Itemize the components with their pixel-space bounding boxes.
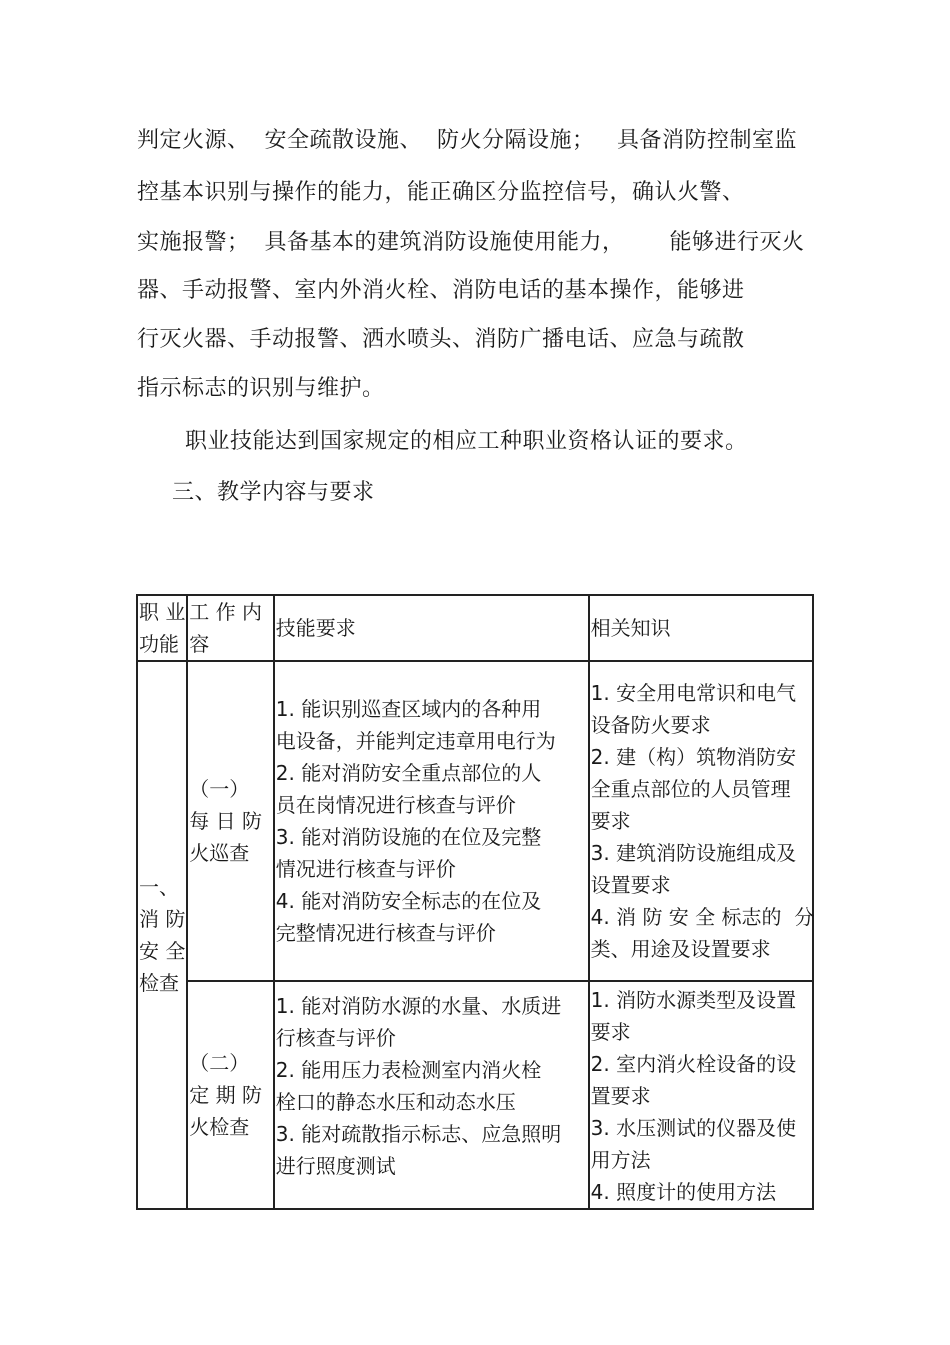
skills-cell xyxy=(274,661,589,981)
header-function xyxy=(137,595,187,661)
header-work-line: 工 作 内 xyxy=(189,600,263,624)
skill-line: 员在岗情况进行核查与评价 xyxy=(275,793,516,817)
header-function-line: 职 业 xyxy=(139,600,186,624)
knowledge-line: 4. 照度计的使用方法 xyxy=(590,1180,777,1204)
skill-line: 完整情况进行核查与评价 xyxy=(275,921,496,945)
table-header-row xyxy=(137,595,813,661)
knowledge-line: 设置要求 xyxy=(590,873,671,897)
function-cell xyxy=(137,661,187,1209)
knowledge-line: 用方法 xyxy=(590,1148,651,1172)
work-cell xyxy=(187,981,274,1209)
knowledge-line: 全重点部位的人员管理 xyxy=(590,777,791,801)
knowledge-line: 3. 水压测试的仪器及使 xyxy=(590,1116,797,1140)
skill-line: 行核查与评价 xyxy=(275,1026,396,1050)
work-line: 每 日 防 xyxy=(189,809,263,833)
knowledge-line: 类、用途及设置要求 xyxy=(590,937,771,961)
header-skills: 技能要求 xyxy=(274,595,589,661)
work-line: 定 期 防 xyxy=(189,1083,263,1107)
skill-line: 电设备，并能判定违章用电行为 xyxy=(275,729,556,753)
knowledge-line: 置要求 xyxy=(590,1084,651,1108)
skill-line: 栓口的静态水压和动态水压 xyxy=(275,1090,516,1114)
knowledge-line: 1. 消防水源类型及设置 xyxy=(590,988,797,1012)
skill-line: 3. 能对疏散指示标志、应急照明 xyxy=(275,1122,562,1146)
work-cell xyxy=(187,661,274,981)
header-knowledge: 相关知识 xyxy=(589,595,813,661)
paragraph-line: 判定火源、 安全疏散设施、 防火分隔设施； 具备消防控制室监 xyxy=(137,128,797,153)
header-function-line: 功能 xyxy=(139,632,179,656)
skill-line: 2. 能对消防安全重点部位的人 xyxy=(275,761,542,785)
table-row xyxy=(137,981,813,1209)
work-line: 火检查 xyxy=(189,1115,250,1139)
knowledge-cell xyxy=(589,661,813,981)
table-row xyxy=(137,661,813,981)
skill-line: 1. 能识别巡查区域内的各种用 xyxy=(275,697,542,721)
skill-line: 4. 能对消防安全标志的在位及 xyxy=(275,889,542,913)
knowledge-line: 设备防火要求 xyxy=(590,713,711,737)
header-work xyxy=(187,595,274,661)
work-line: （一） xyxy=(189,777,250,801)
skill-line: 2. 能用压力表检测室内消火栓 xyxy=(275,1058,542,1082)
knowledge-cell xyxy=(589,981,813,1209)
skills-cell xyxy=(274,981,589,1209)
paragraph-line: 指示标志的识别与维护。 xyxy=(137,376,385,401)
skill-line: 情况进行核查与评价 xyxy=(275,857,456,881)
work-line: （二） xyxy=(189,1051,250,1075)
knowledge-line: 2. 室内消火栓设备的设 xyxy=(590,1052,797,1076)
skill-line: 进行照度测试 xyxy=(275,1154,396,1178)
function-line: 检查 xyxy=(139,971,179,995)
paragraph-line: 器、手动报警、室内外消火栓、消防电话的基本操作，能够进 xyxy=(137,278,745,303)
section-heading: 三、教学内容与要求 xyxy=(172,480,375,505)
knowledge-line: 2. 建（构）筑物消防安 xyxy=(590,745,797,769)
qualification-paragraph: 职业技能达到国家规定的相应工种职业资格认证的要求。 xyxy=(185,429,748,454)
knowledge-line: 3. 建筑消防设施组成及 xyxy=(590,841,797,865)
paragraph-line: 控基本识别与操作的能力，能正确区分监控信号，确认火警、 xyxy=(137,180,745,205)
skill-line: 3. 能对消防设施的在位及完整 xyxy=(275,825,542,849)
header-work-line: 容 xyxy=(189,632,210,656)
function-line: 消 防 xyxy=(139,907,186,931)
knowledge-line: 要求 xyxy=(590,1020,631,1044)
knowledge-line: 1. 安全用电常识和电气 xyxy=(590,681,797,705)
knowledge-line: 4. 消 防 安 全 标志的 分 xyxy=(590,905,815,929)
function-line: 安 全 xyxy=(139,939,186,963)
skill-line: 1. 能对消防水源的水量、水质进 xyxy=(275,994,562,1018)
function-line: 一、 xyxy=(139,875,179,899)
knowledge-line: 要求 xyxy=(590,809,631,833)
paragraph-line: 实施报警； 具备基本的建筑消防设施使用能力， 能够进行灭火 xyxy=(137,230,805,255)
paragraph-line: 行灭火器、手动报警、洒水喷头、消防广播电话、应急与疏散 xyxy=(137,327,745,352)
teaching-content-table xyxy=(136,594,814,1210)
work-line: 火巡查 xyxy=(189,841,250,865)
